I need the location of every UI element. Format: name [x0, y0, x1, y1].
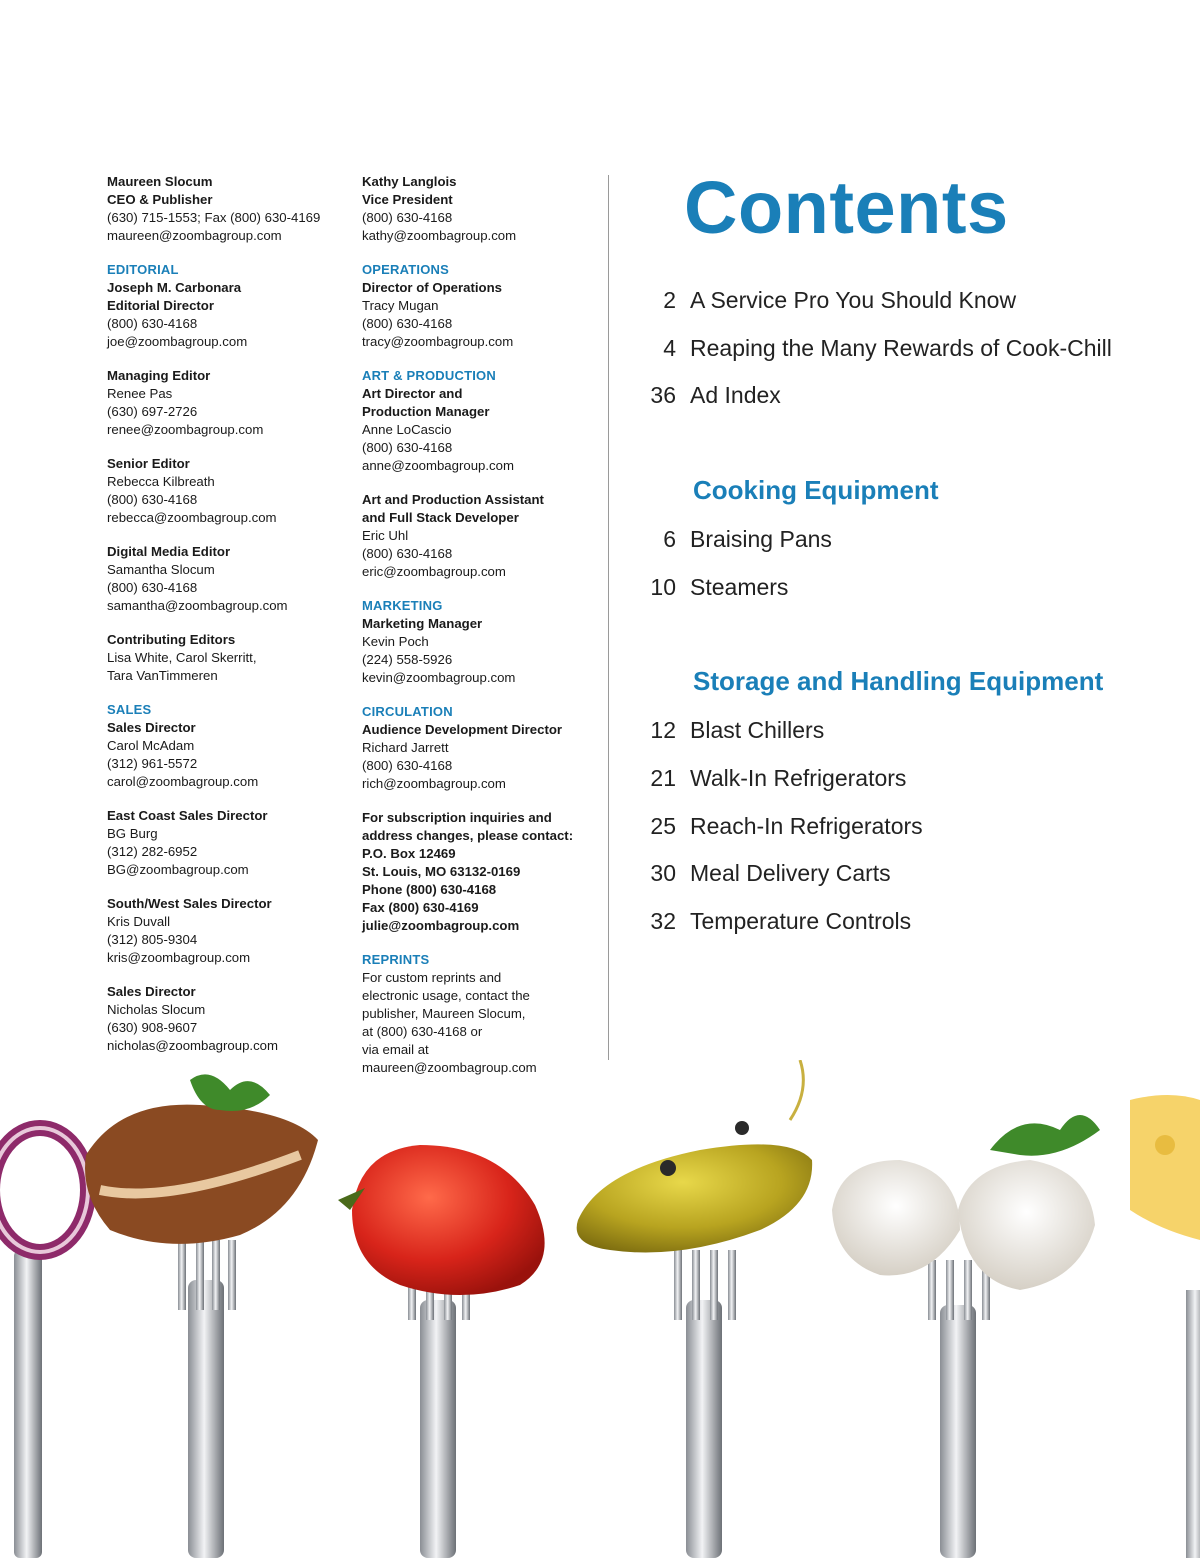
subscription-address: P.O. Box 12469 [362, 846, 456, 861]
subscription-line: For subscription inquiries and [362, 810, 552, 825]
subscription-fax: Fax (800) 630-4169 [362, 900, 479, 915]
masthead-role: Sales Director [107, 720, 196, 735]
reprints-line: electronic usage, contact the [362, 988, 530, 1003]
section-heading-reprints: REPRINTS [362, 952, 430, 967]
masthead-phone: (312) 961-5572 [107, 756, 198, 771]
masthead-email: samantha@zoombagroup.com [107, 598, 288, 613]
masthead-email: tracy@zoombagroup.com [362, 334, 514, 349]
masthead-role: and Full Stack Developer [362, 510, 519, 525]
toc-page-number: 25 [650, 813, 676, 839]
toc-title: Reach-In Refrigerators [690, 813, 923, 839]
masthead-email: kevin@zoombagroup.com [362, 670, 516, 685]
food-on-forks-photo [0, 1060, 1200, 1558]
fork-meat [85, 1074, 318, 1558]
toc-page-number: 6 [663, 526, 676, 552]
toc-title: Ad Index [690, 382, 781, 408]
toc-section-cooking-equipment: Cooking Equipment [693, 475, 939, 505]
masthead-block [107, 261, 347, 351]
masthead-column-right [362, 173, 597, 1093]
toc-item[interactable] [640, 908, 911, 935]
contents-title: Contents [684, 166, 1009, 249]
toc-page-number: 4 [663, 335, 676, 361]
toc-title: Blast Chillers [690, 717, 825, 743]
masthead-block [107, 807, 347, 879]
masthead-email: joe@zoombagroup.com [107, 334, 248, 349]
masthead-block [362, 703, 597, 793]
section-heading-operations: OPERATIONS [362, 262, 449, 277]
masthead-role: Marketing Manager [362, 616, 483, 631]
fork-pickle [577, 1060, 812, 1558]
masthead-name: Samantha Slocum [107, 562, 215, 577]
masthead-block [107, 701, 347, 791]
fork-mushrooms [832, 1115, 1100, 1558]
masthead-name: Richard Jarrett [362, 740, 449, 755]
toc-title: Braising Pans [690, 526, 832, 552]
masthead-phone: (630) 715-1553; Fax (800) 630-4169 [107, 210, 321, 225]
masthead-email: rebecca@zoombagroup.com [107, 510, 277, 525]
toc-title: Temperature Controls [690, 908, 912, 934]
masthead-block [362, 491, 597, 581]
masthead-phone: (312) 805-9304 [107, 932, 198, 947]
masthead-role: Vice President [362, 192, 453, 207]
masthead-name: Tara VanTimmeren [107, 668, 218, 683]
toc-item[interactable] [640, 813, 923, 840]
masthead-email: BG@zoombagroup.com [107, 862, 249, 877]
masthead-role: Art and Production Assistant [362, 492, 544, 507]
masthead-phone: (800) 630-4168 [362, 316, 453, 331]
masthead-name: Carol McAdam [107, 738, 195, 753]
masthead-email: kathy@zoombagroup.com [362, 228, 517, 243]
reprints-line: via email at [362, 1042, 429, 1057]
masthead-block [362, 173, 597, 245]
masthead-name: Kevin Poch [362, 634, 429, 649]
masthead-role: Managing Editor [107, 368, 211, 383]
toc-item[interactable] [640, 860, 891, 887]
masthead-block [107, 455, 347, 527]
masthead-block [107, 895, 347, 967]
masthead-block [107, 983, 347, 1055]
masthead-email: nicholas@zoombagroup.com [107, 1038, 278, 1053]
fork-tomato [338, 1145, 545, 1558]
masthead-email: carol@zoombagroup.com [107, 774, 259, 789]
toc-title: Reaping the Many Rewards of Cook-Chill [690, 335, 1112, 361]
masthead-phone: (224) 558-5926 [362, 652, 453, 667]
subscription-info [362, 809, 597, 935]
masthead-name: Kathy Langlois [362, 174, 457, 189]
masthead-name: Tracy Mugan [362, 298, 439, 313]
masthead-role: Digital Media Editor [107, 544, 231, 559]
toc-item[interactable] [640, 335, 1112, 362]
masthead-email: eric@zoombagroup.com [362, 564, 506, 579]
toc-title: Meal Delivery Carts [690, 860, 891, 886]
masthead-role: Editorial Director [107, 298, 214, 313]
section-heading-marketing: MARKETING [362, 598, 443, 613]
masthead-name: Nicholas Slocum [107, 1002, 206, 1017]
masthead-role: Audience Development Director [362, 722, 563, 737]
masthead-email: renee@zoombagroup.com [107, 422, 264, 437]
masthead-role: Production Manager [362, 404, 490, 419]
reprints-email: maureen@zoombagroup.com [362, 1060, 537, 1075]
masthead-name: Maureen Slocum [107, 174, 213, 189]
masthead-role: Director of Operations [362, 280, 502, 295]
fork-cheese [1130, 1095, 1200, 1558]
reprints-line: publisher, Maureen Slocum, [362, 1006, 526, 1021]
toc-item[interactable] [640, 717, 824, 744]
masthead-name: Eric Uhl [362, 528, 409, 543]
subscription-line: address changes, please contact: [362, 828, 574, 843]
masthead-phone: (800) 630-4168 [107, 316, 198, 331]
toc-page-number: 32 [650, 908, 676, 934]
masthead-block [107, 173, 347, 245]
masthead-name: Rebecca Kilbreath [107, 474, 215, 489]
toc-page-number: 2 [663, 287, 676, 313]
masthead-name: Renee Pas [107, 386, 173, 401]
section-heading-circulation: CIRCULATION [362, 704, 453, 719]
masthead-phone: (630) 697-2726 [107, 404, 198, 419]
masthead-phone: (800) 630-4168 [362, 210, 453, 225]
fork-onion [0, 1128, 88, 1558]
masthead-name: BG Burg [107, 826, 158, 841]
toc-page-number: 30 [650, 860, 676, 886]
section-heading-editorial: EDITORIAL [107, 262, 179, 277]
masthead-block [107, 631, 347, 685]
toc-page-number: 10 [650, 574, 676, 600]
masthead-block [362, 367, 597, 475]
reprints-line: at (800) 630-4168 or [362, 1024, 483, 1039]
masthead-phone: (312) 282-6952 [107, 844, 198, 859]
masthead-phone: (800) 630-4168 [362, 546, 453, 561]
masthead-role: Senior Editor [107, 456, 190, 471]
masthead-name: Anne LoCascio [362, 422, 452, 437]
masthead-phone: (800) 630-4168 [107, 580, 198, 595]
masthead-role: East Coast Sales Director [107, 808, 268, 823]
masthead-column-left [107, 173, 347, 1071]
reprints-line: For custom reprints and [362, 970, 502, 985]
masthead-block [362, 261, 597, 351]
masthead-role: CEO & Publisher [107, 192, 213, 207]
toc-page-number: 12 [650, 717, 676, 743]
subscription-city: St. Louis, MO 63132-0169 [362, 864, 521, 879]
toc-title: Steamers [690, 574, 789, 600]
masthead-block [107, 543, 347, 615]
toc-page-number: 21 [650, 765, 676, 791]
masthead-name: Kris Duvall [107, 914, 171, 929]
masthead-role: South/West Sales Director [107, 896, 272, 911]
masthead-email: rich@zoombagroup.com [362, 776, 506, 791]
masthead-block [107, 367, 347, 439]
masthead-block [362, 597, 597, 687]
section-heading-art-production: ART & PRODUCTION [362, 368, 496, 383]
toc-item[interactable] [640, 382, 781, 409]
masthead-role: Art Director and [362, 386, 463, 401]
masthead-role: Sales Director [107, 984, 196, 999]
masthead-phone: (800) 630-4168 [362, 440, 453, 455]
subscription-phone: Phone (800) 630-4168 [362, 882, 497, 897]
masthead-name: Lisa White, Carol Skerritt, [107, 650, 257, 665]
section-heading-sales: SALES [107, 702, 152, 717]
masthead-phone: (800) 630-4168 [107, 492, 198, 507]
toc-item[interactable] [640, 526, 832, 553]
toc-item[interactable] [640, 287, 1016, 314]
masthead-phone: (800) 630-4168 [362, 758, 453, 773]
toc-page-number: 36 [650, 382, 676, 408]
toc-title: A Service Pro You Should Know [690, 287, 1017, 313]
masthead-phone: (630) 908-9607 [107, 1020, 198, 1035]
masthead-email: anne@zoombagroup.com [362, 458, 514, 473]
masthead-name: Joseph M. Carbonara [107, 280, 242, 295]
subscription-email: julie@zoombagroup.com [362, 918, 520, 933]
masthead-role: Contributing Editors [107, 632, 236, 647]
masthead-email: maureen@zoombagroup.com [107, 228, 282, 243]
toc-section-storage-handling: Storage and Handling Equipment [693, 666, 1104, 696]
masthead-email: kris@zoombagroup.com [107, 950, 251, 965]
toc-item[interactable] [640, 765, 906, 792]
toc-item[interactable] [640, 574, 788, 601]
column-divider [608, 175, 609, 1060]
toc-title: Walk-In Refrigerators [690, 765, 907, 791]
reprints-info [362, 951, 597, 1077]
